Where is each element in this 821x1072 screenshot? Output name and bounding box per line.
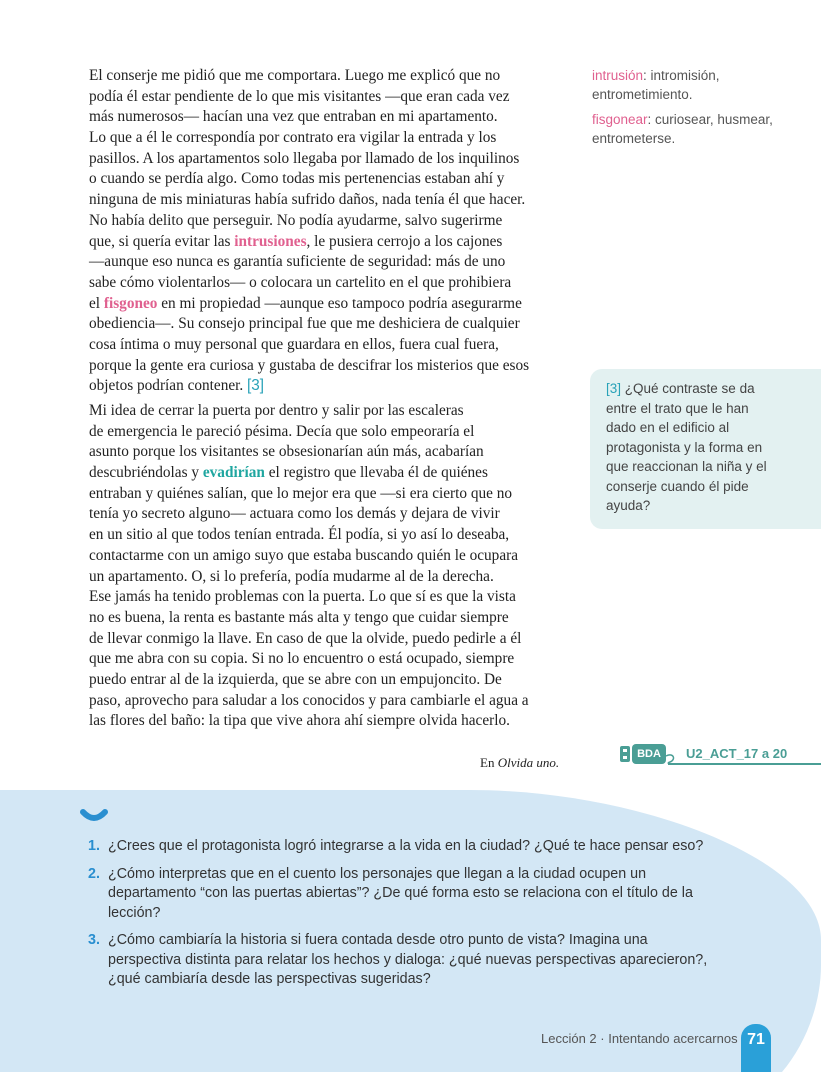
text-line [89,525,569,546]
text-line [89,567,569,588]
text-line [89,504,569,525]
text-line [89,211,569,232]
glossary-term: intrusión [592,68,644,83]
text-line [89,691,569,712]
question-number: 2. [88,865,100,882]
question-text: ¿Cómo cambiaría la historia si fuera contada desde otro punto de vista? Imagina una perspectiva distinta para relatar los hechos y dialoga: ¿qué nuevas perspectivas aparecieron?, ¿qué cambiaría desde las perspectivas sugeridas? [108,932,708,987]
question-list [88,837,748,998]
text-line [89,190,569,211]
text-line [89,711,569,732]
text-segment: de llevar conmigo la llave. En caso de que la olvide, puedo pedirle a él [89,629,522,647]
text-line [89,629,569,650]
text-segment: que me abra con su copia. Si no lo encuentro o está ocupado, siempre [89,650,515,668]
text-segment: ninguna de mis miniaturas había sufrido daños, nada tenía él que hacer. [89,191,526,209]
text-line [89,335,569,356]
question-item [88,837,748,857]
text-segment: contactarme con un amigo suyo que estaba buscando quién le ocupara [89,546,519,564]
text-segment: El conserje me pidió que me comportara. Luego me explicó que no [89,67,501,84]
text-segment: sabe cómo violentarlos— o colocara un cartelito en el que prohibiera [89,273,512,291]
text-segment: entraban y quiénes salían, que lo mejor era que —si era cierto que no [89,484,513,502]
footer-lesson: Lección 2 · Intentando acercarnos [541,1031,738,1046]
source-citation [480,755,559,771]
text-line [89,649,569,670]
text-line [89,294,569,315]
text-segment: cosa íntima o muy personal que guardara en ellos, fuera cual fuera, [89,335,499,353]
text-segment: las flores del baño: la tipa que vive ahora ahí siempre olvida hacerlo. [89,712,510,730]
text-line [89,587,569,608]
text-line [89,608,569,629]
question-text: ¿Cómo interpretas que en el cuento los personajes que llegan a la ciudad ocupen un departamento “con las puertas abiertas”? ¿De qué forma esto se relaciona con el título de la lección? [108,865,693,921]
text-segment: objetos podrían contener. [89,377,248,395]
text-segment: un apartamento. O, si lo prefería, podía mudarme al de la derecha. [89,567,494,585]
glossary-item [592,66,792,104]
text-segment: más numerosos— hacían una vez que entraban en mi apartamento. [89,108,498,126]
text-segment: No había delito que perseguir. No podía ayudarme, salvo sugerirme [89,211,503,229]
page-number: 71 [741,1024,771,1072]
text-line [89,546,569,567]
question-item [88,931,748,990]
divider [668,763,821,765]
glossary-definition: : intromisión, entrometimiento. [592,68,720,102]
text-line [89,252,569,273]
text-line [89,232,569,253]
text-line [89,87,569,108]
text-segment: , le pusiera cerrojo a los cajones [306,232,503,250]
question-item [88,865,748,924]
question-text: ¿Crees que el protagonista logró integrarse a la vida en la ciudad? ¿Qué te hace pensar eso? [108,838,704,854]
text-line [89,442,569,463]
question-number: 3. [88,932,100,948]
glossary-word: intrusiones [234,232,307,250]
text-segment: puedo entrar al de la izquierda, que se abre con un empujoncito. De [89,670,502,688]
glossary-definition: : curiosear, husmear, entrometerse. [592,112,773,146]
text-segment: podía él estar pendiente de lo que mis visitantes —que eran cada vez [89,87,510,105]
text-segment: de emergencia le pareció pésima. Decía que solo empeoraría el [89,422,475,440]
text-segment: porque la gente era curiosa y gustaba de descifrar los misterios que esos [89,356,530,374]
text-line [89,66,569,87]
question-number: 1. [88,838,100,854]
text-line [89,376,569,397]
text-segment: asunto porque los visitantes se obsesionarían aún más, acabarían [89,443,484,461]
text-line [89,169,569,190]
source-prefix: En [480,755,498,770]
glossary-term: fisgonear [592,112,648,127]
text-segment: Lo que a él le correspondía por contrato era vigilar la entrada y los [89,129,497,147]
text-segment: no es buena, la renta es bastante más alta y tengo que cuidar siempre [89,608,509,626]
text-segment: el registro que llevaba él de quiénes [264,464,488,482]
text-segment: o cuando se perdía algo. Como todas mis pertenencias estaban ahí y [89,170,505,188]
text-line [89,670,569,691]
text-segment: pasillos. A los apartamentos solo llegaba por llamado de los inquilinos [89,149,520,167]
reading-text [89,66,569,732]
text-line [89,401,569,422]
glossary-item [592,110,792,148]
text-line [89,107,569,128]
text-segment: el [89,294,104,312]
text-segment: en mi propiedad —aunque eso tampoco podría asegurarme [157,294,522,312]
glossary-word: fisgoneo [103,294,158,312]
text-line [89,149,569,170]
text-segment: tenía yo secreto alguno— actuara como los demás y dejara de vivir [89,505,500,523]
usb-plug-icon [620,746,630,762]
text-line [89,356,569,377]
text-segment: —aunque eso nunca es garantía suficiente de seguridad: más de uno [89,253,506,271]
text-segment: Mi idea de cerrar la puerta por dentro y salir por las escaleras [89,402,464,419]
bda-tag: BDA [632,744,666,764]
text-segment: Ese jamás ha tenido problemas con la puerta. Lo que sí es que la vista [89,588,516,606]
chevron-down-icon [80,808,108,826]
text-segment: paso, aprovecho para saludar a los conocidos y para cambiarle el agua a [89,691,529,709]
text-line [89,128,569,149]
text-segment: que, si quería evitar las [89,232,235,250]
side-question-text: ¿Qué contraste se da entre el trato que le han dado en el edificio al protagonista y la forma en que reaccionan la niña y el conserje cuando él pide ayuda? [606,381,767,513]
text-line [89,314,569,335]
side-question-ref: [3] [606,381,622,396]
text-segment: en un sitio al que todos tenían entrada. Él podía, si yo así lo deseaba, [89,526,510,544]
text-line [89,463,569,484]
source-title: Olvida uno. [497,755,560,770]
bda-code: U2_ACT_17 a 20 [686,746,788,761]
text-line [89,422,569,443]
bda-link[interactable] [620,744,821,766]
text-line [89,273,569,294]
glossary-word: evadirían [202,464,265,482]
text-line [89,484,569,505]
side-question-box [590,369,821,529]
glossary [592,66,792,154]
question-ref: [3] [247,377,265,395]
text-segment: descubriéndolas y [89,464,203,482]
text-segment: obediencia—. Su consejo principal fue que me deshiciera de cualquier [89,315,520,333]
